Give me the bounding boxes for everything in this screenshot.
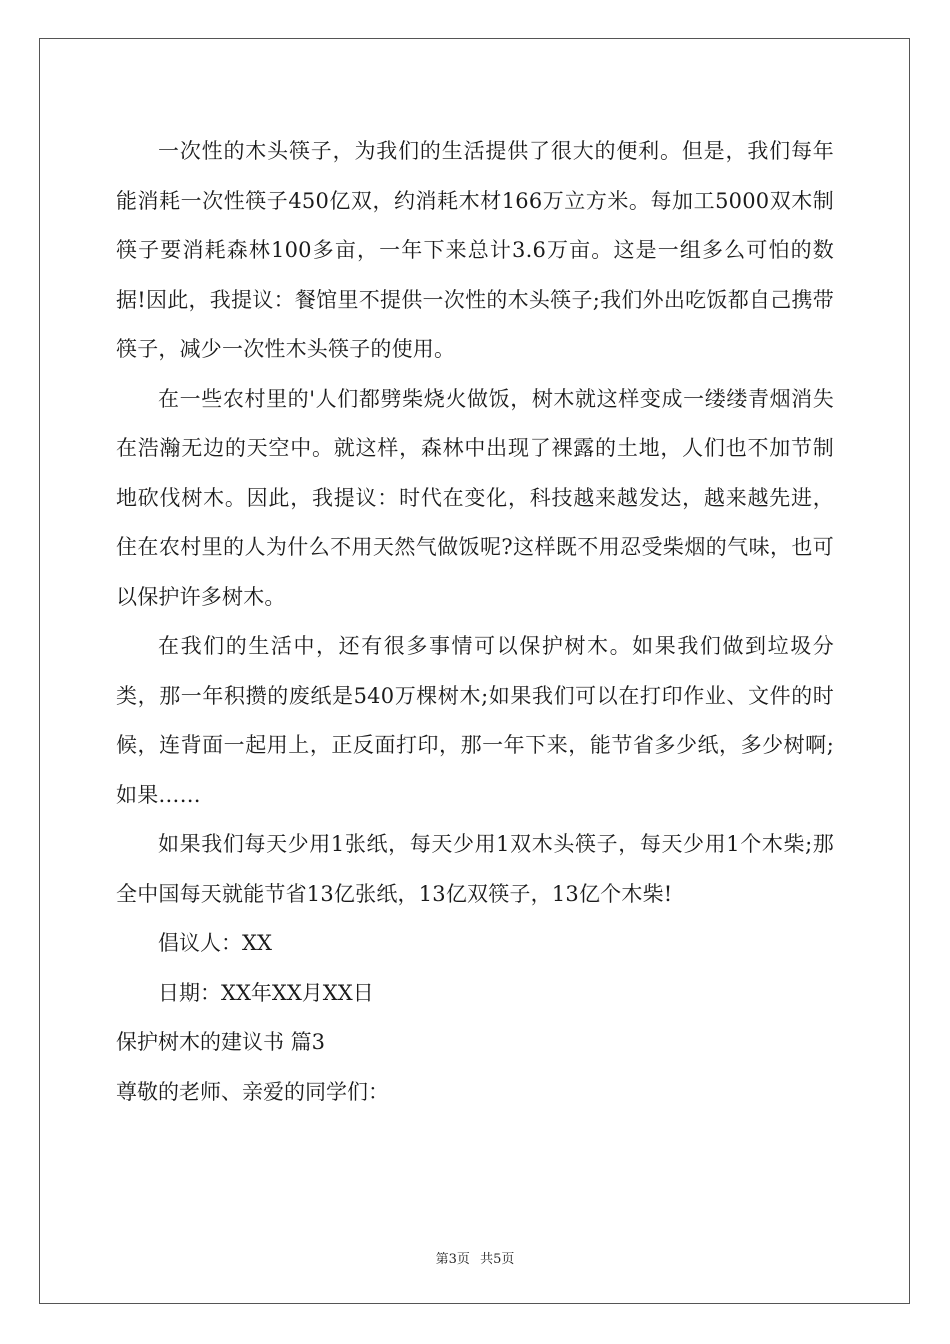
salutation: 尊敬的老师、亲爱的同学们： [116,1079,389,1104]
paragraph-savings: 如果我们每天少用1张纸，每天少用1双木头筷子，每天少用1个木柴;那全中国每天就能节省13亿张纸，13亿双筷子，13亿个木柴! [116,832,834,906]
date-line: 日期：XX年XX月XX日 [158,980,374,1005]
page-total: 共5页 [480,1252,515,1267]
signer-line: 倡议人：XX [158,931,272,955]
section-title: 保护树木的建议书 篇3 [116,1030,326,1054]
page-number: 第3页 [435,1252,470,1267]
paragraph-chopsticks: 一次性的木头筷子，为我们的生活提供了很大的便利。但是，我们每年能消耗一次性筷子450亿双，约消耗木材166万立方米。每加工5000双木制筷子要消耗森林100多亩，一年下来总计3.6万亩。这是一组多么可怕的数据!因此，我提议：餐馆里不提供一次性的木头筷子;我们外出吃饭都自己携带筷子，减少一次性木头筷子的使用。 [116,139,834,361]
paragraph-paper: 在我们的生活中，还有很多事情可以保护树木。如果我们做到垃圾分类，那一年积攒的废纸是540万棵树木;如果我们可以在打印作业、文件的时候，连背面一起用上，正反面打印，那一年下来，能节省多少纸，多少树啊;如果…… [116,634,834,807]
paragraph-firewood: 在一些农村里的'人们都劈柴烧火做饭，树木就这样变成一缕缕青烟消失在浩瀚无边的天空中。就这样，森林中出现了裸露的土地，人们也不加节制地砍伐树木。因此，我提议：时代在变化，科技越来越发达，越来越先进，住在农村里的人为什么不用天然气做饭呢?这样既不用忍受柴烟的气味，也可以保护许多树木。 [116,386,834,609]
page-footer [0,1248,950,1267]
document-body [116,127,834,1117]
